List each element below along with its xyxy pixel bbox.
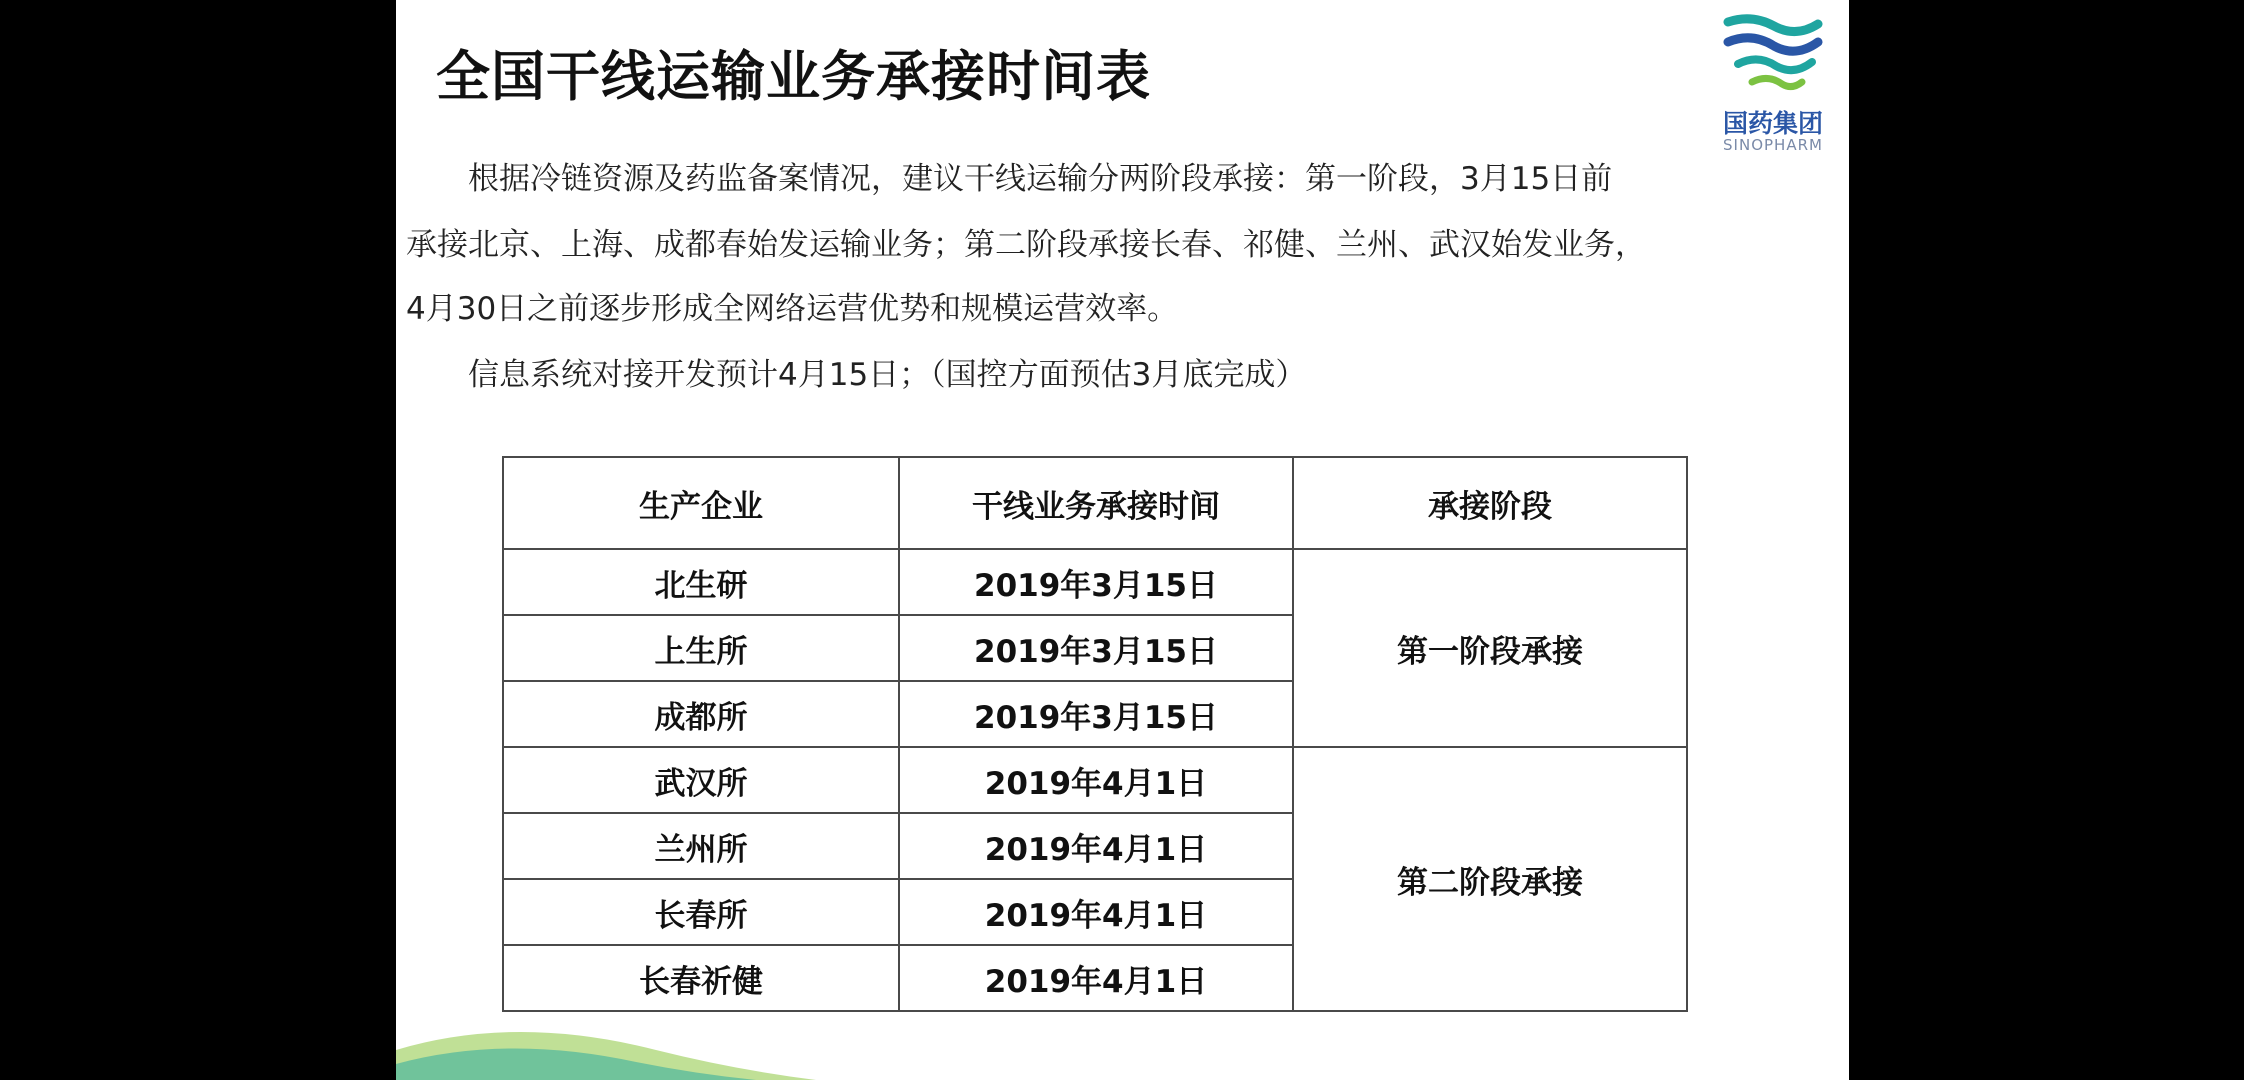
sinopharm-logo-icon [1712, 12, 1834, 104]
company-logo [1712, 12, 1834, 162]
paragraph-line-4: 信息系统对接开发预计4月15日；（国控方面预估3月底完成） [406, 357, 1307, 393]
cell-company: 兰州所 [503, 813, 899, 879]
logo-name-cn: 国药集团 [1722, 109, 1823, 138]
cell-company: 成都所 [503, 681, 899, 747]
table-header-row [503, 457, 1687, 549]
cell-date: 2019年4月1日 [899, 813, 1293, 879]
cell-stage-2: 第二阶段承接 [1293, 747, 1687, 1011]
logo-name-en: SINOPHARM [1723, 136, 1823, 154]
cell-date: 2019年3月15日 [899, 681, 1293, 747]
cell-date: 2019年3月15日 [899, 615, 1293, 681]
table-row [503, 747, 1687, 813]
cell-company: 长春所 [503, 879, 899, 945]
header-stage: 承接阶段 [1293, 457, 1687, 549]
paragraph-line-2: 承接北京、上海、成都春始发运输业务；第二阶段承接长春、祁健、兰州、武汉始发业务， [406, 227, 1646, 263]
schedule-table [502, 456, 1688, 1012]
table-row [503, 549, 1687, 615]
header-company: 生产企业 [503, 457, 899, 549]
cell-company: 长春祈健 [503, 945, 899, 1011]
cell-date: 2019年4月1日 [899, 945, 1293, 1011]
cell-company: 北生研 [503, 549, 899, 615]
cell-company: 上生所 [503, 615, 899, 681]
cell-company: 武汉所 [503, 747, 899, 813]
cell-date: 2019年4月1日 [899, 747, 1293, 813]
slide [396, 0, 1849, 1080]
slide-title: 全国干线运输业务承接时间表 [436, 45, 1151, 108]
cell-stage-1: 第一阶段承接 [1293, 549, 1687, 747]
cell-date: 2019年3月15日 [899, 549, 1293, 615]
cell-date: 2019年4月1日 [899, 879, 1293, 945]
header-date: 干线业务承接时间 [899, 457, 1293, 549]
paragraph-line-1: 根据冷链资源及药监备案情况，建议干线运输分两阶段承接：第一阶段，3月15日前 [406, 161, 1613, 197]
paragraph-line-3: 4月30日之前逐步形成全网络运营优势和规模运营效率。 [406, 291, 1179, 327]
decorative-swoosh [396, 1020, 816, 1080]
